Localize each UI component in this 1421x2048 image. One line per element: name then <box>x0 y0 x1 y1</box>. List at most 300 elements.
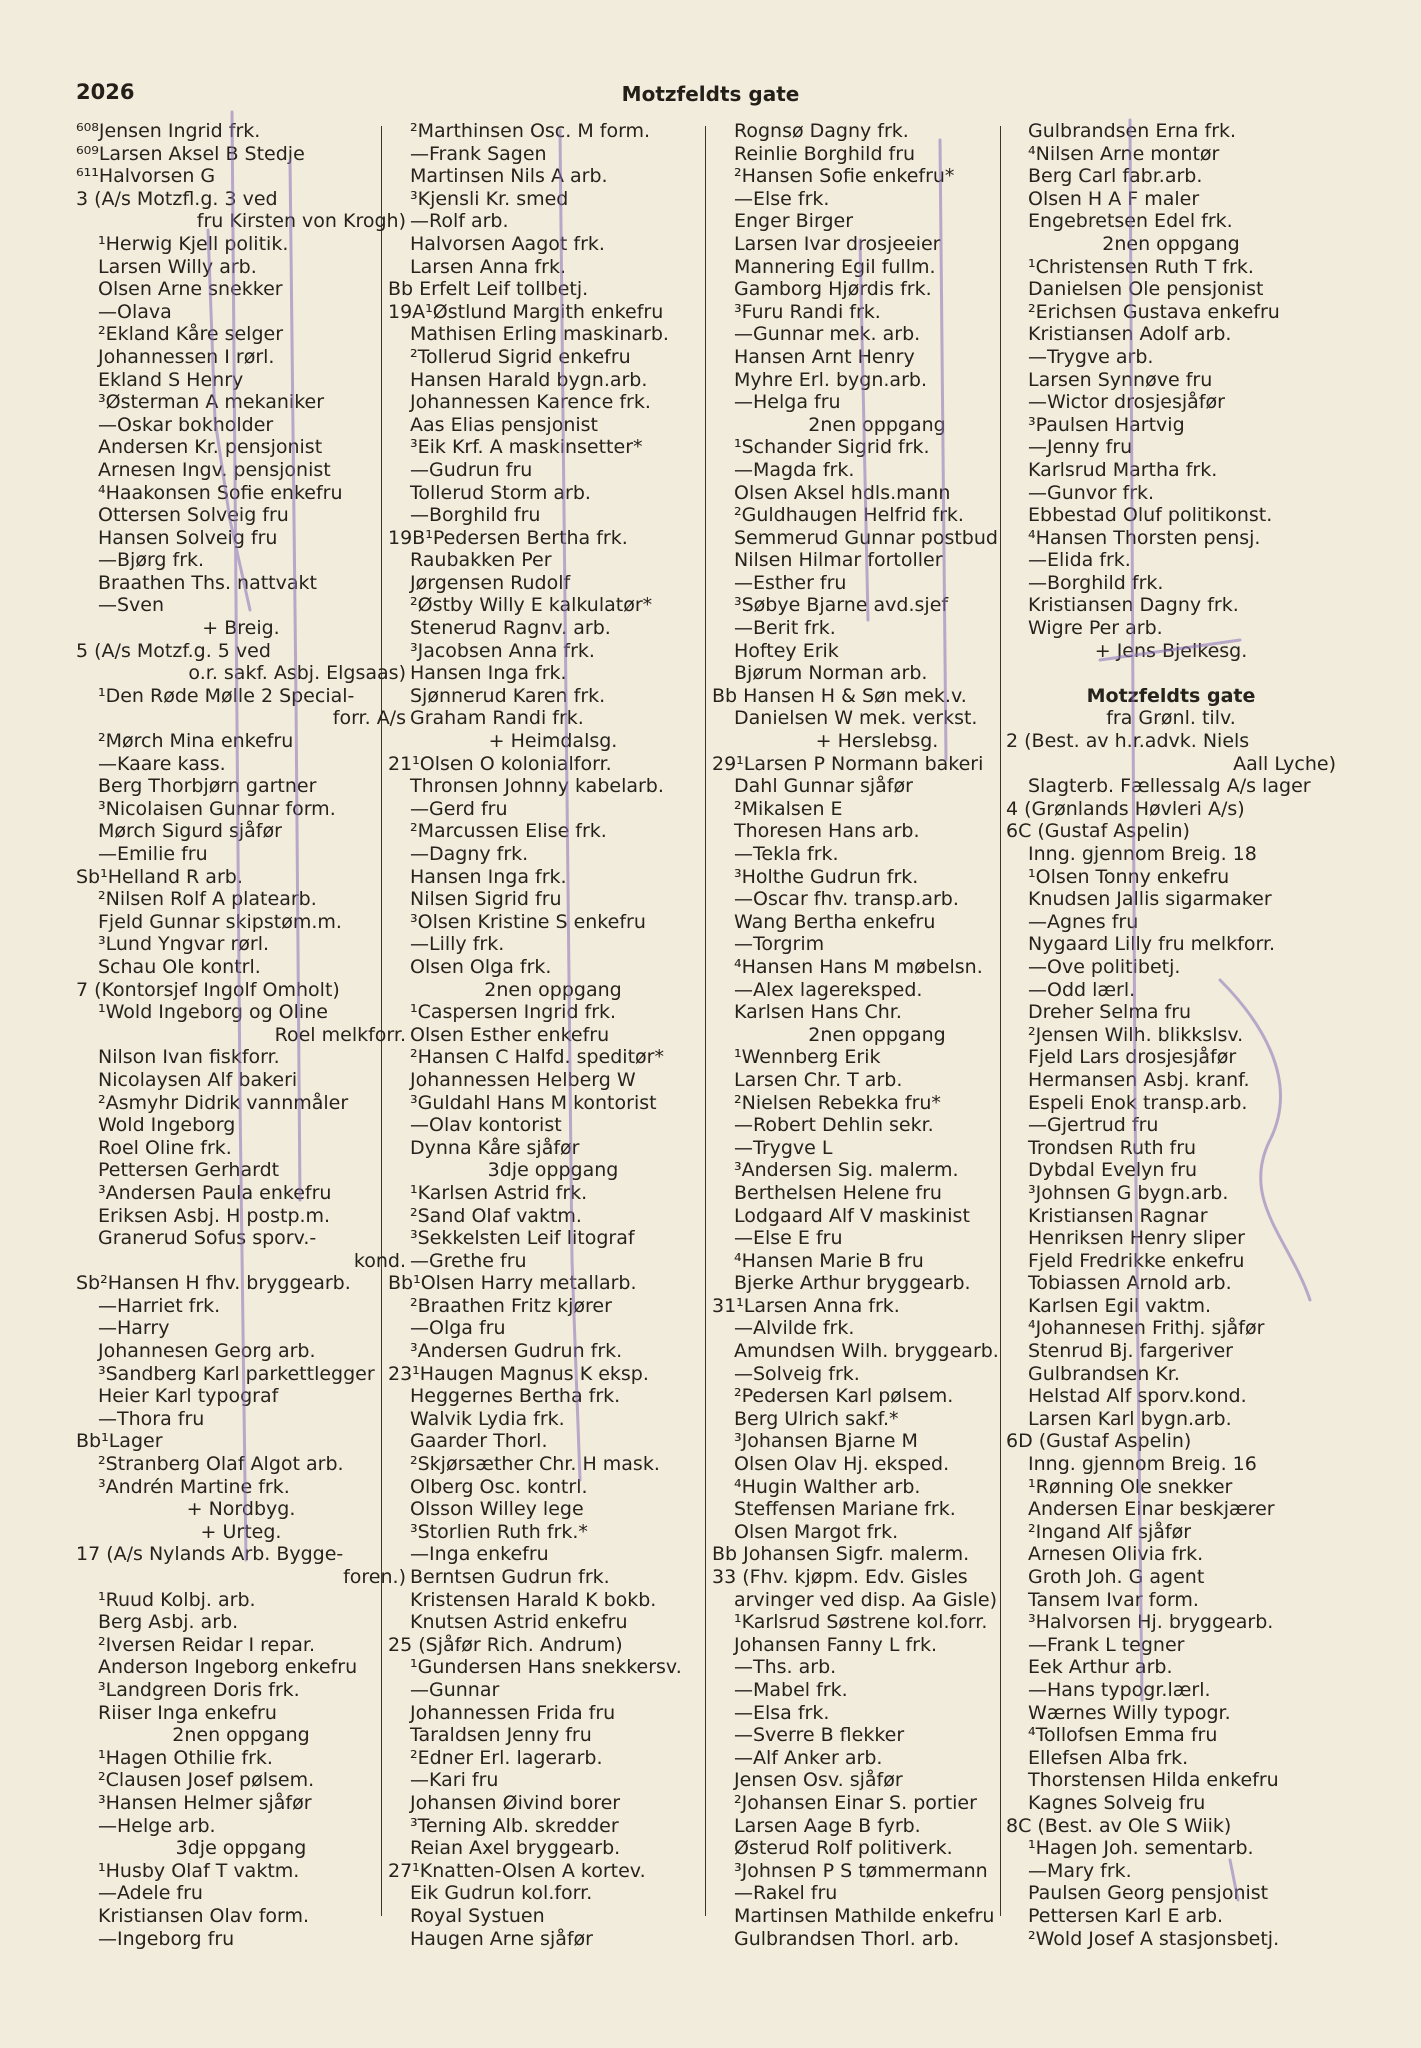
directory-entry: —Gjertrud fru <box>1028 1114 1159 1137</box>
directory-entry: ¹Hagen Joh. sementarb. <box>1028 1837 1254 1860</box>
pencil-stroke <box>1230 1860 1238 1900</box>
directory-entry: —Adele fru <box>98 1882 203 1905</box>
directory-entry: ⁴Hansen Thorsten pensj. <box>1028 526 1261 549</box>
pencil-stroke <box>1220 980 1310 1300</box>
directory-entry: Olsen Olga frk. <box>410 955 552 978</box>
directory-entry: Nilson Ivan fiskforr. <box>98 1046 280 1069</box>
directory-entry: —Robert Dehlin sekr. <box>734 1114 934 1137</box>
directory-entry: Pettersen Gerhardt <box>98 1159 280 1182</box>
directory-entry: + Breig. <box>202 617 280 640</box>
directory-entry: —Inga enkefru <box>410 1543 549 1566</box>
directory-entry: Bb¹Lager <box>76 1430 163 1453</box>
directory-entry: Graham Randi frk. <box>410 707 584 730</box>
directory-entry: —Else E fru <box>734 1227 843 1250</box>
directory-entry: —Gunvor frk. <box>1028 481 1155 504</box>
directory-entry: 6C (Gustaf Aspelin) <box>1006 820 1190 843</box>
directory-entry: Kagnes Solveig fru <box>1028 1791 1206 1814</box>
directory-entry: ¹Schander Sigrid frk. <box>734 436 930 459</box>
directory-entry: Heggernes Bertha frk. <box>410 1385 621 1408</box>
directory-entry: ²Mikalsen E <box>734 797 843 820</box>
directory-entry: —Kari fru <box>410 1769 499 1792</box>
directory-entry: Larsen Anna frk. <box>410 255 567 278</box>
directory-entry: Johannessen Karence frk. <box>410 391 651 414</box>
directory-entry: —Jenny fru <box>1028 436 1133 459</box>
directory-entry: —Berit frk. <box>734 617 836 640</box>
directory-entry: Reinlie Borghild fru <box>734 142 916 165</box>
directory-entry: ²Guldhaugen Helfrid frk. <box>734 504 964 527</box>
directory-entry: —Kaare kass. <box>98 752 226 775</box>
directory-entry: Nicolaysen Alf bakeri <box>98 1068 298 1091</box>
directory-entry: 21¹Olsen O kolonialforr. <box>388 752 612 775</box>
directory-entry: Kristiansen Dagny frk. <box>1028 594 1239 617</box>
directory-entry: ¹Wold Ingeborg og Oline <box>98 1001 328 1024</box>
directory-entry: ¹Gundersen Hans snekkersv. <box>410 1656 682 1679</box>
directory-entry: ³Østerman A mekaniker <box>98 391 325 414</box>
directory-entry: Hansen Inga frk. <box>410 865 567 888</box>
directory-entry: —Hans typogr.lærl. <box>1028 1678 1211 1701</box>
directory-entry: —Ingeborg fru <box>98 1927 235 1950</box>
directory-entry: Gaarder Thorl. <box>410 1430 548 1453</box>
directory-entry: ³Johnsen G bygn.arb. <box>1028 1181 1229 1204</box>
directory-entry: —Tekla frk. <box>734 843 839 865</box>
directory-entry: Raubakken Per <box>410 549 552 572</box>
directory-entry: Eek Arthur arb. <box>1028 1656 1173 1679</box>
directory-entry: ¹Den Røde Mølle 2 Special- <box>98 684 355 707</box>
directory-entry: Olsen Arne snekker <box>98 278 283 301</box>
directory-entry: —Elsa frk. <box>734 1701 830 1724</box>
directory-entry: Wærnes Willy typogr. <box>1028 1701 1231 1724</box>
directory-entry: Sjønnerud Karen frk. <box>410 684 606 707</box>
directory-entry: —Gudrun fru <box>410 458 533 481</box>
directory-entry: Gamborg Hjørdis frk. <box>734 278 932 301</box>
directory-entry: Myhre Erl. bygn.arb. <box>734 368 927 391</box>
directory-entry: —Borghild fru <box>410 504 541 527</box>
directory-entry: o.r. sakf. Asbj. Elgsaas) <box>188 662 406 685</box>
directory-entry: Olsen H A F maler <box>1028 187 1200 210</box>
directory-entry: ³Lund Yngvar rørl. <box>98 933 270 956</box>
pencil-stroke <box>860 240 868 620</box>
directory-entry: Arnesen Ingv. pensjonist <box>98 458 331 481</box>
directory-entry: —Sven <box>98 594 165 617</box>
directory-entry: Johansen Øivind borer <box>410 1791 621 1814</box>
directory-entry: ²Hansen C Halfd. speditør* <box>410 1046 664 1069</box>
directory-entry: ²Iversen Reidar I repar. <box>98 1633 316 1656</box>
directory-entry: arvinger ved disp. Aa Gisle) <box>734 1588 997 1611</box>
directory-entry: + Herslebsg. <box>815 730 939 753</box>
directory-entry: + Jens Bjelkesg. <box>1094 639 1248 662</box>
directory-entry: Berg Asbj. arb. <box>98 1611 239 1634</box>
pencil-stroke <box>232 112 246 1560</box>
directory-entry: forr. A/s <box>332 707 406 730</box>
directory-entry: —Sverre B flekker <box>734 1724 905 1747</box>
directory-entry: Karlsen Hans Chr. <box>734 1001 902 1024</box>
directory-entry: ³Halvorsen Hj. bryggearb. <box>1028 1611 1274 1634</box>
directory-entry: Martinsen Nils A arb. <box>410 165 608 188</box>
directory-entry: Lodgaard Alf V maskinist <box>734 1204 970 1227</box>
directory-entry: Olsen Olav Hj. eksped. <box>734 1453 950 1476</box>
directory-entry: Schau Ole kontrl. <box>98 955 261 978</box>
directory-entry: Henriksen Henry sliper <box>1028 1227 1245 1250</box>
directory-entry: —Gunnar mek. arb. <box>734 323 921 346</box>
directory-entry: —Mabel frk. <box>734 1678 848 1701</box>
directory-entry: Rognsø Dagny frk. <box>734 120 909 142</box>
directory-entry: 29¹Larsen P Normann bakeri <box>712 752 984 775</box>
directory-entry: ¹Wennberg Erik <box>734 1046 881 1069</box>
directory-entry: Arnesen Olivia frk. <box>1028 1543 1204 1566</box>
directory-entry: Pettersen Karl E arb. <box>1028 1904 1224 1927</box>
directory-entry: ³Holthe Gudrun frk. <box>734 865 919 888</box>
directory-entry: Granerud Sofus sporv.- <box>98 1227 317 1250</box>
directory-entry: Thoresen Hans arb. <box>734 820 920 843</box>
directory-entry: —Wictor drosjesjåfør <box>1028 391 1225 414</box>
directory-entry: ²Sand Olaf vaktm. <box>410 1204 582 1227</box>
pencil-stroke <box>1100 640 1240 660</box>
directory-entry: Bb¹Olsen Harry metallarb. <box>388 1272 637 1295</box>
directory-entry: ⁶⁰⁹Larsen Aksel B Stedje <box>76 142 305 165</box>
directory-entry: ⁴Hugin Walther arb. <box>734 1475 921 1498</box>
directory-entry: ¹Hagen Othilie frk. <box>98 1746 273 1769</box>
directory-entry: —Oscar fhv. transp.arb. <box>734 888 959 911</box>
directory-entry: Hermansen Asbj. kranf. <box>1028 1068 1250 1091</box>
directory-entry: Østerud Rolf politiverk. <box>734 1837 953 1860</box>
directory-entry: Kristiansen Adolf arb. <box>1028 323 1232 346</box>
directory-entry: ²Marthinsen Osc. M form. <box>410 120 651 142</box>
directory-entry: 27¹Knatten-Olsen A kortev. <box>388 1859 646 1882</box>
directory-entry: ³Terning Alb. skredder <box>410 1814 619 1837</box>
directory-entry: Knutsen Astrid enkefru <box>410 1611 628 1634</box>
directory-entry: ²Skjørsæther Chr. H mask. <box>410 1453 660 1476</box>
directory-entry: Engebretsen Edel frk. <box>1028 210 1233 233</box>
directory-entry: Inng. gjennom Breig. 16 <box>1028 1453 1257 1476</box>
directory-entry: Ellefsen Alba frk. <box>1028 1746 1189 1769</box>
directory-entry: Motzfeldts gate <box>1086 684 1256 707</box>
directory-entry: ³Jacobsen Anna frk. <box>410 639 595 662</box>
directory-entry: Hansen Arnt Henry <box>734 345 915 368</box>
directory-entry: Tansem Ivar form. <box>1028 1588 1199 1611</box>
directory-entry: Danielsen W mek. verkst. <box>734 707 978 730</box>
directory-entry: ³Furu Randi frk. <box>734 300 881 323</box>
directory-entry: Dybdal Evelyn fru <box>1028 1159 1198 1182</box>
directory-entry: 2nen oppgang <box>1102 232 1240 255</box>
directory-entry: Kristiansen Ragnar <box>1028 1204 1208 1227</box>
directory-entry: Olberg Osc. kontrl. <box>410 1475 588 1498</box>
directory-entry: ²Asmyhr Didrik vannmåler <box>98 1091 349 1114</box>
directory-entry: 6D (Gustaf Aspelin) <box>1006 1430 1192 1453</box>
directory-entry: Ekland S Henry <box>98 368 244 391</box>
directory-entry: Aall Lyche) <box>1233 752 1336 775</box>
directory-entry: Andersen Kr. pensjonist <box>98 436 323 459</box>
directory-entry: Aas Elias pensjonist <box>410 413 598 436</box>
directory-entry: ²Edner Erl. lagerarb. <box>410 1746 603 1769</box>
directory-entry: —Helga fru <box>734 391 841 414</box>
directory-entry: Bjerke Arthur bryggearb. <box>734 1272 971 1295</box>
directory-entry: —Rakel fru <box>734 1882 838 1905</box>
directory-entry: 8C (Best. av Ole S Wiik) <box>1006 1814 1232 1837</box>
directory-entry: —Harriet frk. <box>98 1294 221 1317</box>
directory-entry: Andersen Einar beskjærer <box>1028 1498 1275 1521</box>
directory-entry: ²Clausen Josef pølsem. <box>98 1769 315 1792</box>
directory-entry: Olsson Willey lege <box>410 1498 584 1521</box>
directory-entry: ¹Husby Olaf T vaktm. <box>98 1859 300 1882</box>
directory-entry: Sb²Hansen H fhv. bryggearb. <box>76 1272 351 1295</box>
directory-entry: ²Wold Josef A stasjonsbetj. <box>1028 1927 1280 1950</box>
directory-entry: ²Tollerud Sigrid enkefru <box>410 345 631 368</box>
directory-entry: Fjeld Gunnar skipstøm.m. <box>98 910 342 933</box>
pencil-stroke <box>208 230 250 610</box>
pencil-stroke <box>560 130 580 1480</box>
directory-entry: Nilsen Hilmar fortoller <box>734 549 943 572</box>
directory-entry: —Solveig frk. <box>734 1362 860 1385</box>
directory-entry: ²Hansen Sofie enkefru* <box>734 165 955 188</box>
directory-entry: —Frank L tegner <box>1028 1633 1185 1656</box>
pencil-stroke <box>940 140 946 760</box>
directory-entry: 19B¹Pedersen Bertha frk. <box>388 526 628 549</box>
directory-entry: Larsen Ivar drosjeeier <box>734 232 941 255</box>
directory-entry: 3 (A/s Motzfl.g. 3 ved <box>76 187 278 210</box>
directory-entry: Gulbrandsen Thorl. arb. <box>734 1927 960 1950</box>
directory-entry: ²Marcussen Elise frk. <box>410 820 607 843</box>
directory-entry: Thronsen Johnny kabelarb. <box>410 775 664 798</box>
directory-entry: —Elida frk. <box>1028 549 1131 572</box>
page-number: 2026 <box>76 80 135 104</box>
directory-entry: Berg Carl fabr.arb. <box>1028 165 1203 188</box>
directory-entry: ¹Christensen Ruth T frk. <box>1028 255 1254 278</box>
directory-entry: Steffensen Mariane frk. <box>734 1498 956 1521</box>
directory-entry: —Dagny frk. <box>410 843 529 865</box>
directory-entry: Larsen Synnøve fru <box>1028 368 1213 391</box>
directory-entry: Eik Gudrun kol.forr. <box>410 1882 593 1905</box>
directory-entry: Royal Systuen <box>410 1904 545 1927</box>
directory-entry: Ebbestad Oluf politikonst. <box>1028 504 1273 527</box>
directory-entry: Johansen Fanny L frk. <box>734 1633 937 1656</box>
directory-entry: 23¹Haugen Magnus K eksp. <box>388 1362 649 1385</box>
directory-entry: Hoftey Erik <box>734 639 839 662</box>
directory-entry: ⁴Hansen Hans M møbelsn. <box>734 955 983 978</box>
directory-entry: ²Johansen Einar S. portier <box>734 1791 977 1814</box>
directory-entry: ¹Ruud Kolbj. arb. <box>98 1588 256 1611</box>
directory-entry: ³Andersen Paula enkefru <box>98 1181 332 1204</box>
directory-entry: ³Guldahl Hans M kontorist <box>410 1091 657 1114</box>
directory-entry: —Alvilde frk. <box>734 1317 855 1340</box>
directory-entry: ³Hansen Helmer sjåfør <box>98 1791 312 1814</box>
directory-entry: Paulsen Georg pensjonist <box>1028 1882 1269 1905</box>
directory-entry: Halvorsen Aagot frk. <box>410 232 605 255</box>
directory-entry: Roel Oline frk. <box>98 1136 232 1159</box>
directory-entry: Semmerud Gunnar postbud <box>734 526 998 549</box>
directory-entry: ³Kjensli Kr. smed <box>410 187 569 210</box>
directory-entry: Wang Bertha enkefru <box>734 910 936 933</box>
pencil-stroke <box>1130 120 1142 1700</box>
directory-entry: 2nen oppgang <box>172 1724 310 1747</box>
directory-entry: ¹Herwig Kjell politik. <box>98 232 289 255</box>
directory-entry: Hansen Solveig fru <box>98 526 278 549</box>
directory-entry: Olsen Esther enkefru <box>410 1023 610 1046</box>
directory-entry: Johannessen I rørl. <box>98 345 275 368</box>
directory-entry: —Gunnar <box>410 1678 500 1701</box>
directory-entry: Stenerud Ragnv. arb. <box>410 617 611 640</box>
directory-entry: Martinsen Mathilde enkefru <box>734 1904 995 1927</box>
directory-entry: Sb¹Helland R arb. <box>76 865 243 888</box>
directory-entry: Inng. gjennom Breig. 18 <box>1028 843 1257 865</box>
directory-entry: ²Jensen Wilh. blikkslsv. <box>1028 1023 1244 1046</box>
directory-entry: ²Braathen Fritz kjører <box>410 1294 612 1317</box>
directory-entry: Amundsen Wilh. bryggearb. <box>734 1340 999 1363</box>
directory-entry: Stenrud Bj. fargeriver <box>1028 1340 1233 1363</box>
directory-entry: Johannessen Frida fru <box>410 1701 616 1724</box>
directory-entry: —Magda frk. <box>734 458 855 481</box>
directory-entry: ³Søbye Bjarne avd.sjef <box>734 594 949 617</box>
directory-entry: ⁴Tollofsen Emma fru <box>1028 1724 1218 1747</box>
directory-entry: ⁴Johannesen Frithj. sjåfør <box>1028 1317 1265 1340</box>
directory-entry: Larsen Karl bygn.arb. <box>1028 1407 1232 1430</box>
directory-entry: —Helge arb. <box>98 1814 216 1837</box>
directory-entry: —Alex lagereksped. <box>734 978 923 1001</box>
directory-entry: Danielsen Ole pensjonist <box>1028 278 1264 301</box>
directory-entry: Wigre Per arb. <box>1028 617 1163 640</box>
directory-entry: Olsen Margot frk. <box>734 1520 899 1543</box>
directory-entry: Nygaard Lilly fru melkforr. <box>1028 933 1276 956</box>
directory-entry: Jensen Osv. sjåfør <box>734 1769 903 1792</box>
directory-entry: ³Nicolaisen Gunnar form. <box>98 797 336 820</box>
directory-entry: ²Nilsen Rolf A platearb. <box>98 888 317 911</box>
directory-entry: ³Andrén Martine frk. <box>98 1475 290 1498</box>
directory-entry: ¹Karlsrud Søstrene kol.forr. <box>734 1611 988 1634</box>
directory-entry: Tollerud Storm arb. <box>410 481 591 504</box>
directory-entry: Nilsen Sigrid fru <box>410 888 562 911</box>
directory-entry: —Trygve arb. <box>1028 345 1154 368</box>
directory-entry: —Odd lærl. <box>1028 978 1136 1001</box>
directory-entry: Olsen Aksel hdls.mann <box>734 481 951 504</box>
directory-entry: fru Kirsten von Krogh) <box>196 210 406 233</box>
directory-entry: —Bjørg frk. <box>98 549 205 572</box>
directory-entry: 4 (Grønlands Høvleri A/s) <box>1006 797 1245 820</box>
directory-entry: ²Ekland Kåre selger <box>98 323 284 346</box>
directory-entry: Wold Ingeborg <box>98 1114 236 1137</box>
directory-entry: Ottersen Solveig fru <box>98 504 289 527</box>
directory-entry: Johannessen Helberg W <box>410 1068 636 1091</box>
directory-entry: ⁶¹¹Halvorsen G <box>76 165 216 188</box>
directory-entry: —Ths. arb. <box>734 1656 837 1679</box>
directory-entry: 3dje oppgang <box>487 1159 619 1182</box>
directory-entry: Karlsen Egil vaktm. <box>1028 1294 1212 1317</box>
directory-entry: Dreher Selma fru <box>1028 1001 1192 1024</box>
pencil-stroke-group <box>208 112 1310 1900</box>
directory-entry: 2nen oppgang <box>808 413 946 436</box>
directory-entry: ⁴Nilsen Arne montør <box>1028 142 1220 165</box>
directory-entry: ³Johnsen P S tømmermann <box>734 1859 988 1882</box>
directory-entry: Gulbrandsen Erna frk. <box>1028 120 1237 142</box>
directory-entry: Braathen Ths. nattvakt <box>98 571 317 594</box>
directory-entry: Reian Axel bryggearb. <box>410 1837 621 1860</box>
directory-entry: 19A¹Østlund Margith enkefru <box>388 300 664 323</box>
directory-entry: Taraldsen Jenny fru <box>410 1724 592 1747</box>
directory-entry: —Gerd fru <box>410 797 508 820</box>
directory-entry: ⁴Haakonsen Sofie enkefru <box>98 481 343 504</box>
directory-entry: Bb Johansen Sigfr. malerm. <box>712 1543 970 1566</box>
directory-entry: —Esther fru <box>734 571 847 594</box>
directory-entry: Heier Karl typograf <box>98 1385 279 1408</box>
directory-entry: —Alf Anker arb. <box>734 1746 883 1769</box>
directory-entry: 33 (Fhv. kjøpm. Edv. Gisles <box>712 1566 968 1588</box>
directory-entry: 25 (Sjåfør Rich. Andrum) <box>388 1633 623 1656</box>
directory-entry: —Trygve L <box>734 1136 833 1159</box>
directory-entry: + Nordbyg. <box>186 1498 296 1521</box>
directory-entry: 5 (A/s Motzf.g. 5 ved <box>76 639 271 662</box>
directory-entry: Berthelsen Helene fru <box>734 1181 942 1204</box>
directory-entry: ³Sekkelsten Leif litograf <box>410 1227 635 1250</box>
directory-entry: ³Sandberg Karl parkettlegger <box>98 1362 375 1385</box>
directory-entry: ¹Rønning Ole snekker <box>1028 1475 1233 1498</box>
directory-entry: Kristiansen Olav form. <box>98 1904 310 1927</box>
directory-entry: ²Mørch Mina enkefru <box>98 730 294 753</box>
directory-entry: ⁶⁰⁸Jensen Ingrid frk. <box>76 120 261 142</box>
directory-entry: 2 (Best. av h.r.advk. Niels <box>1006 730 1250 753</box>
directory-entry: 17 (A/s Nylands Arb. Bygge- <box>76 1543 344 1566</box>
directory-entry: + Urteg. <box>200 1520 282 1543</box>
directory-entry: Walvik Lydia frk. <box>410 1407 565 1430</box>
directory-entry: Larsen Willy arb. <box>98 255 257 278</box>
directory-entry: Anderson Ingeborg enkefru <box>98 1656 358 1679</box>
directory-entry: Enger Birger <box>734 210 854 233</box>
directory-entry: Berg Thorbjørn gartner <box>98 775 317 798</box>
directory-entry: Fjeld Lars drosjesjåfør <box>1028 1046 1237 1069</box>
directory-entry: Roel melkforr. <box>274 1023 406 1046</box>
directory-entry: ¹Olsen Tonny enkefru <box>1028 865 1230 888</box>
directory-entry: —Olga fru <box>410 1317 506 1340</box>
directory-entry: Thorstensen Hilda enkefru <box>1028 1769 1279 1792</box>
directory-entry: —Olava <box>98 300 172 323</box>
directory-entry: —Olav kontorist <box>410 1114 562 1137</box>
directory-entry: Helstad Alf sporv.kond. <box>1028 1385 1247 1408</box>
directory-entry: —Rolf arb. <box>410 210 509 233</box>
directory-entry: 3dje oppgang <box>175 1837 307 1860</box>
directory-entry: —Thora fru <box>98 1407 205 1430</box>
directory-entry: —Oskar bokholder <box>98 413 274 436</box>
directory-entry: Karlsrud Martha frk. <box>1028 458 1218 481</box>
directory-entry: —Frank Sagen <box>410 142 547 165</box>
directory-entry: ²Erichsen Gustava enkefru <box>1028 300 1280 323</box>
directory-entry: Bb Erfelt Leif tollbetj. <box>388 278 589 301</box>
directory-entry: Dynna Kåre sjåfør <box>410 1136 580 1159</box>
directory-entry: ¹Karlsen Astrid frk. <box>410 1181 588 1204</box>
directory-entry: ¹Caspersen Ingrid frk. <box>410 1001 617 1024</box>
directory-entry: 31¹Larsen Anna frk. <box>712 1294 900 1317</box>
directory-entry: kond. <box>353 1249 406 1272</box>
directory-entry: Gulbrandsen Kr. <box>1028 1362 1180 1385</box>
directory-entry: Haugen Arne sjåfør <box>410 1927 593 1950</box>
directory-entry: Eriksen Asbj. H postp.m. <box>98 1204 331 1227</box>
pencil-stroke <box>290 160 300 1200</box>
directory-entry: Bb Hansen H & Søn mek.v. <box>712 684 967 707</box>
directory-entry: Groth Joh. G agent <box>1028 1566 1205 1588</box>
directory-entry: ²Nielsen Rebekka fru* <box>734 1091 941 1114</box>
directory-entry: —Else frk. <box>734 187 830 210</box>
directory-entry: Mannering Egil fullm. <box>734 255 936 278</box>
street-heading: Motzfeldts gate <box>621 82 800 106</box>
directory-entry: Jørgensen Rudolf <box>410 571 571 594</box>
directory-entry: ²Pedersen Karl pølsem. <box>734 1385 954 1408</box>
directory-entry: ³Andersen Sig. malerm. <box>734 1159 959 1182</box>
directory-entry: Tobiassen Arnold arb. <box>1028 1272 1232 1295</box>
directory-entry: ²Stranberg Olaf Algot arb. <box>98 1453 344 1476</box>
directory-entry: ²Østby Willy E kalkulatør* <box>410 594 653 617</box>
directory-entry: ³Landgreen Doris frk. <box>98 1678 300 1701</box>
directory-entry: —Torgrim <box>734 933 825 956</box>
directory-entry: Hansen Inga frk. <box>410 662 567 685</box>
directory-entry: Bjørum Norman arb. <box>734 662 928 685</box>
directory-entry: Larsen Chr. T arb. <box>734 1068 903 1091</box>
directory-entry: Fjeld Fredrikke enkefru <box>1028 1249 1245 1272</box>
